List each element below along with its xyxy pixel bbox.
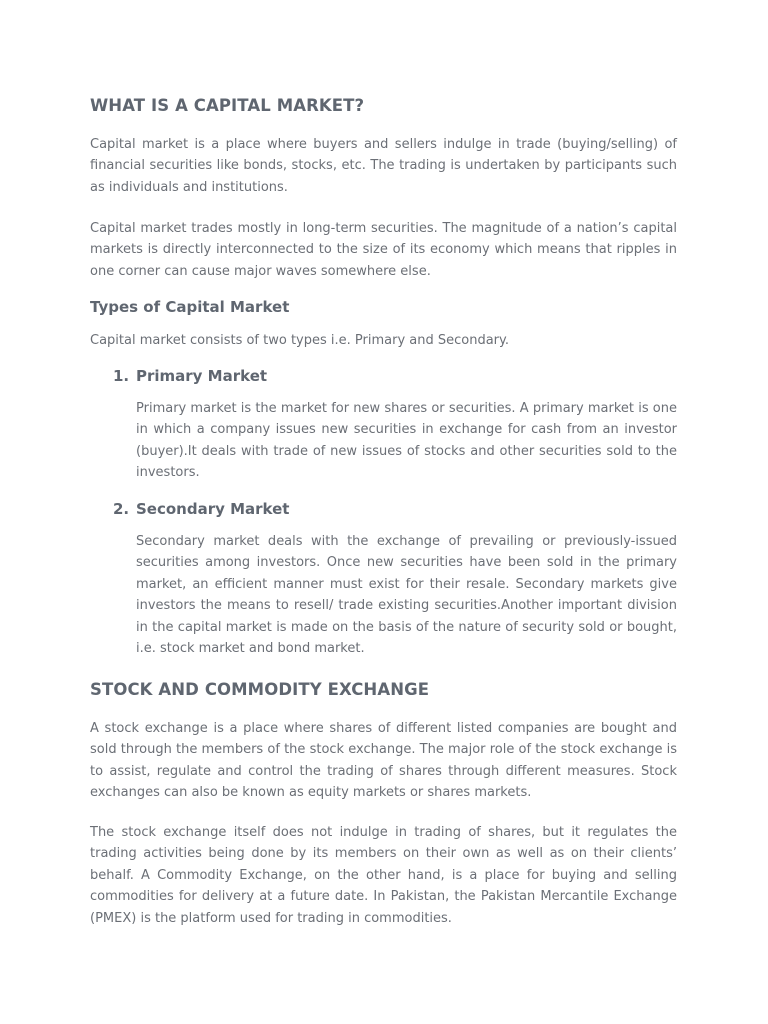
heading-secondary-market: Secondary Market (136, 500, 290, 518)
paragraph-secondary-market: Secondary market deals with the exchange of prevailing or previously-issued securities among investors. Once new securities have been sold in the primary market, an efficient manner must exist for their resale. Secondary markets give investors the means to resell/ trade existing securities.Another important division in the capital market is made on the basis of the nature of security sold or bought, i.e. stock market and bond market. (136, 534, 677, 657)
heading-primary-market: Primary Market (136, 367, 268, 385)
paragraph-primary-market: Primary market is the market for new shares or securities. A primary market is one in which a company issues new securities in exchange for cash from an investor (buyer).It deals with trade of new issues of stocks and other securities sold to the investors. (136, 401, 677, 481)
heading-stock-commodity-exchange: STOCK AND COMMODITY EXCHANGE (90, 680, 430, 699)
paragraph-stock-exchange: A stock exchange is a place where shares of different listed companies are bought and sold through the members of the stock exchange. The major role of the stock exchange is to assist, regulate and control the trading of shares through different measures. Stock exchanges can also be known as equity markets or shares markets. (90, 721, 677, 801)
heading-capital-market: WHAT IS A CAPITAL MARKET? (90, 96, 365, 115)
paragraph-capital-market-definition: Capital market is a place where buyers and sellers indulge in trade (buying/selling) of financial securities like bonds, stocks, etc. The trading is undertaken by participants such as individuals and institutions. (90, 137, 677, 195)
paragraph-types-intro: Capital market consists of two types i.e. Primary and Secondary. (90, 333, 509, 348)
paragraph-commodity-exchange: The stock exchange itself does not indulge in trading of shares, but it regulates the trading activities being done by its members on their own as well as on their clients’ behalf. A Commodity Exchange, on the other hand, is a place for buying and selling commodities for delivery at a future date. In Pakistan, the Pakistan Mercantile Exchange (PMEX) is the platform used for trading in commodities. (90, 825, 677, 926)
list-number-2: 2. (113, 500, 130, 518)
list-number-1: 1. (113, 367, 130, 385)
heading-types-of-capital-market: Types of Capital Market (90, 298, 290, 316)
paragraph-capital-market-long-term: Capital market trades mostly in long-term securities. The magnitude of a nation’s capital markets is directly interconnected to the size of its economy which means that ripples in one corner can cause major waves somewhere else. (90, 221, 677, 279)
